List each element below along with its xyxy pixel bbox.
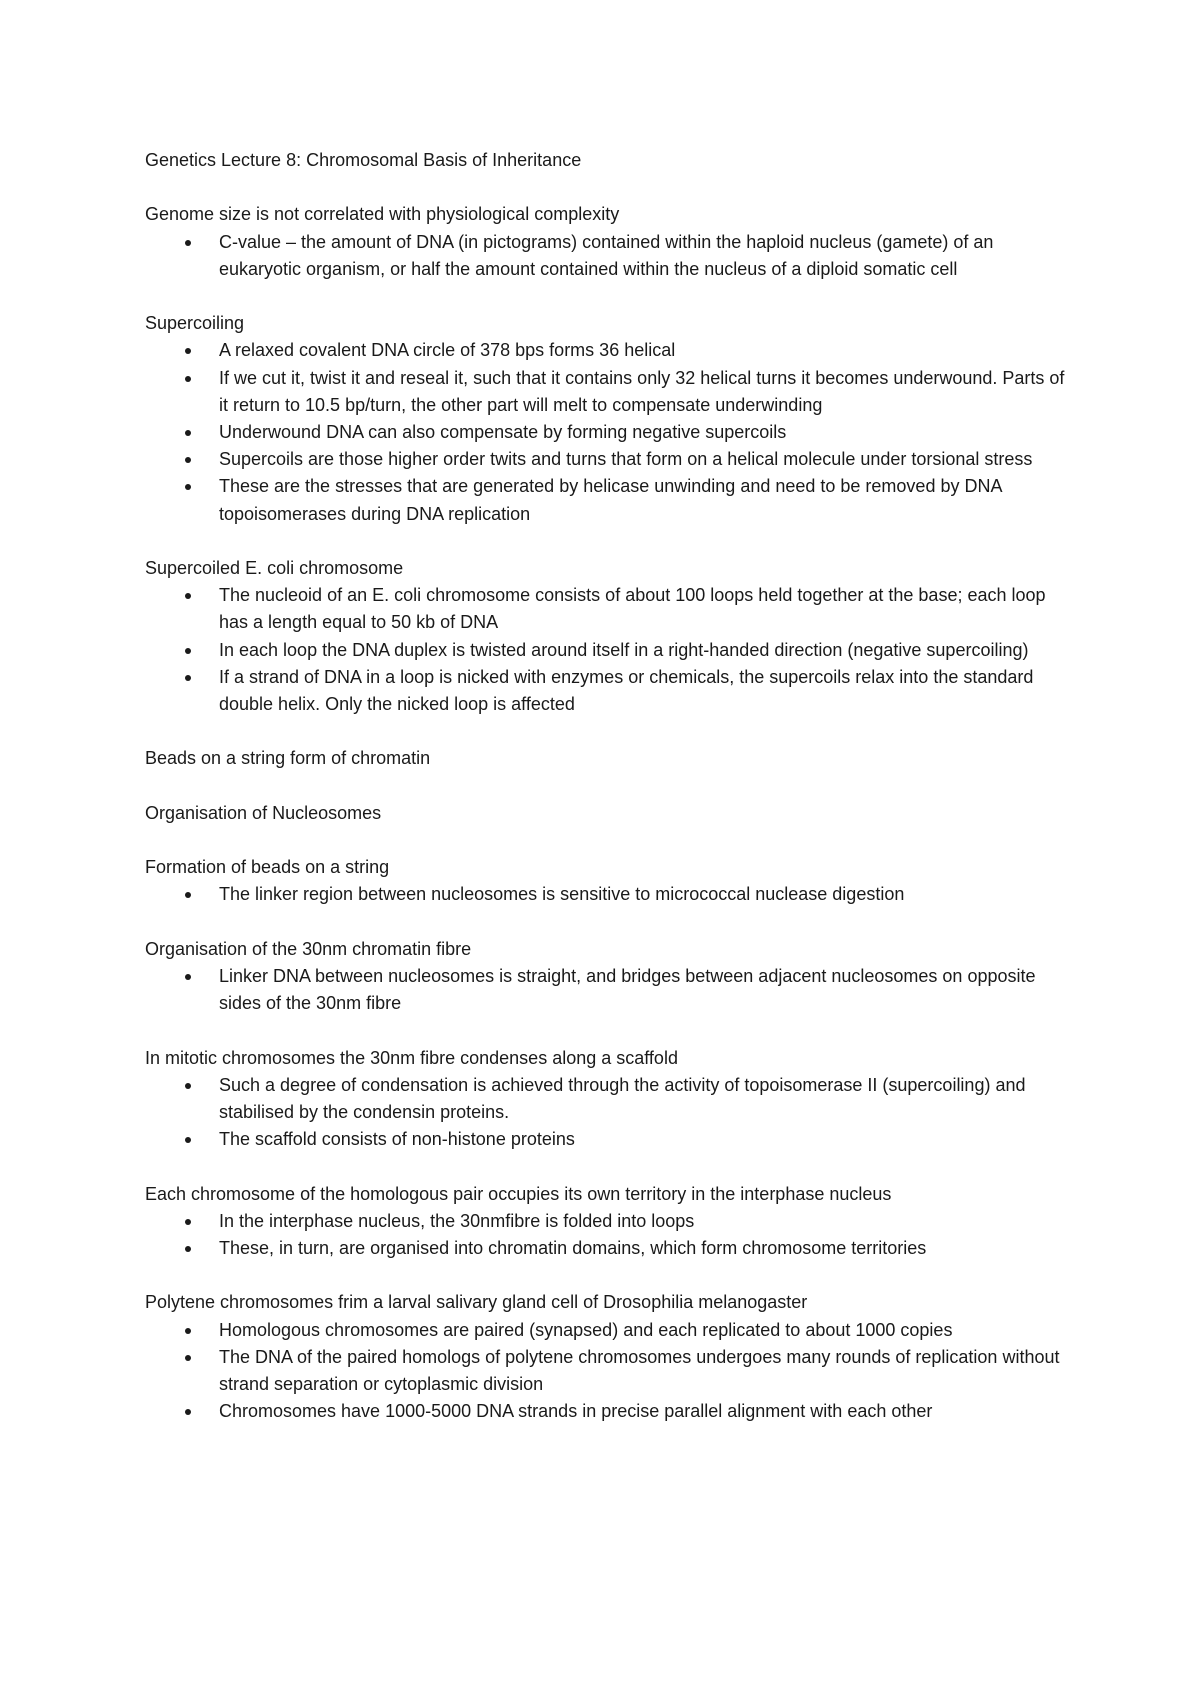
section bbox=[145, 1045, 1065, 1154]
bullet-icon bbox=[185, 348, 191, 354]
bullet-list bbox=[145, 1317, 1065, 1426]
bullet-item bbox=[145, 1235, 1065, 1262]
bullet-icon bbox=[185, 1409, 191, 1415]
bullet-text: If we cut it, twist it and reseal it, such that it contains only 32 helical turns it becomes underwound. Parts of it return to 10.5 bp/turn, the other part will melt to compensate underwinding bbox=[219, 367, 1065, 415]
bullet-item bbox=[145, 337, 1065, 364]
bullet-icon bbox=[185, 484, 191, 490]
bullet-text: These are the stresses that are generated by helicase unwinding and need to be removed by DNA topoisomerases during DNA replication bbox=[219, 476, 1002, 524]
section-heading: In mitotic chromosomes the 30nm fibre condenses along a scaffold bbox=[145, 1047, 678, 1068]
section-heading: Supercoiled E. coli chromosome bbox=[145, 558, 404, 578]
bullet-item bbox=[145, 1344, 1065, 1398]
section-heading: Organisation of Nucleosomes bbox=[145, 802, 382, 823]
section-heading: Formation of beads on a string bbox=[145, 857, 390, 878]
bullet-text: The DNA of the paired homologs of polytene chromosomes undergoes many rounds of replication without strand separation or cytoplasmic division bbox=[219, 1346, 1060, 1394]
bullet-icon bbox=[185, 457, 191, 463]
bullet-text: If a strand of DNA in a loop is nicked with enzymes or chemicals, the supercoils relax into the standard double helix. Only the nicked loop is affected bbox=[219, 666, 1034, 715]
document-body bbox=[145, 147, 1065, 1425]
section bbox=[145, 800, 1065, 827]
bullet-text: The scaffold consists of non-histone proteins bbox=[219, 1129, 575, 1150]
bullet-list bbox=[145, 1072, 1065, 1154]
section bbox=[145, 1289, 1065, 1425]
bullet-text: Supercoils are those higher order twits and turns that form on a helical molecule under torsional stress bbox=[219, 449, 1033, 470]
section bbox=[145, 310, 1065, 528]
bullet-text: In the interphase nucleus, the 30nmfibre is folded into loops bbox=[219, 1210, 695, 1231]
bullet-list bbox=[145, 337, 1065, 527]
section-heading: Beads on a string form of chromatin bbox=[145, 748, 431, 769]
bullet-text: These, in turn, are organised into chromatin domains, which form chromosome territories bbox=[219, 1237, 927, 1258]
sections-container bbox=[145, 201, 1065, 1425]
bullet-icon bbox=[185, 240, 191, 246]
bullet-icon bbox=[185, 1083, 191, 1089]
section bbox=[145, 854, 1065, 908]
bullet-text: In each loop the DNA duplex is twisted around itself in a right-handed direction (negative supercoiling) bbox=[219, 639, 1029, 660]
bullet-item bbox=[145, 963, 1065, 1017]
bullet-text: C-value – the amount of DNA (in pictograms) contained within the haploid nucleus (gamete) of an eukaryotic organism, or half the amount contained within the nucleus of a diploid somatic cell bbox=[219, 231, 994, 279]
bullet-list bbox=[145, 582, 1065, 718]
bullet-icon bbox=[185, 892, 191, 898]
section bbox=[145, 936, 1065, 1018]
bullet-text: The linker region between nucleosomes is sensitive to micrococcal nuclease digestion bbox=[219, 884, 905, 905]
bullet-list bbox=[145, 1208, 1065, 1262]
section bbox=[145, 745, 1065, 772]
bullet-item bbox=[145, 473, 1065, 527]
bullet-icon bbox=[185, 675, 191, 681]
bullet-icon bbox=[185, 1355, 191, 1361]
bullet-item bbox=[145, 1317, 1065, 1344]
bullet-icon bbox=[185, 376, 191, 382]
bullet-item bbox=[145, 1398, 1065, 1425]
section-heading: Organisation of the 30nm chromatin fibre bbox=[145, 938, 472, 959]
section bbox=[145, 1181, 1065, 1263]
section-heading: Genome size is not correlated with physiological complexity bbox=[145, 204, 620, 225]
bullet-text: The nucleoid of an E. coli chromosome consists of about 100 loops held together at the base; each loop has a length equal to 50 kb of DNA bbox=[219, 585, 1046, 633]
bullet-item bbox=[145, 446, 1065, 473]
bullet-item bbox=[145, 582, 1065, 636]
bullet-item bbox=[145, 365, 1065, 419]
section-heading: Supercoiling bbox=[145, 313, 245, 334]
bullet-item bbox=[145, 1072, 1065, 1126]
bullet-item bbox=[145, 881, 1065, 908]
bullet-item bbox=[145, 419, 1065, 446]
document-title: Genetics Lecture 8: Chromosomal Basis of Inheritance bbox=[145, 150, 582, 170]
section-heading: Polytene chromosomes frim a larval salivary gland cell of Drosophilia melanogaster bbox=[145, 1292, 808, 1313]
section bbox=[145, 201, 1065, 283]
bullet-item bbox=[145, 229, 1065, 283]
section bbox=[145, 555, 1065, 718]
bullet-list bbox=[145, 963, 1065, 1017]
bullet-icon bbox=[185, 1137, 191, 1143]
section-heading: Each chromosome of the homologous pair occupies its own territory in the interphase nucleus bbox=[145, 1183, 892, 1204]
bullet-item bbox=[145, 637, 1065, 664]
bullet-text: Linker DNA between nucleosomes is straight, and bridges between adjacent nucleosomes on opposite sides of the 30nm fibre bbox=[219, 965, 1036, 1014]
bullet-list bbox=[145, 881, 1065, 908]
bullet-text: Homologous chromosomes are paired (synapsed) and each replicated to about 1000 copies bbox=[219, 1319, 953, 1340]
bullet-list bbox=[145, 229, 1065, 283]
bullet-icon bbox=[185, 593, 191, 599]
bullet-text: Underwound DNA can also compensate by forming negative supercoils bbox=[219, 422, 787, 442]
bullet-icon bbox=[185, 1246, 191, 1252]
bullet-icon bbox=[185, 1219, 191, 1225]
bullet-icon bbox=[185, 648, 191, 654]
bullet-icon bbox=[185, 430, 191, 436]
bullet-icon bbox=[185, 974, 191, 980]
bullet-item bbox=[145, 1208, 1065, 1235]
bullet-icon bbox=[185, 1328, 191, 1334]
bullet-item bbox=[145, 1126, 1065, 1153]
bullet-text: Such a degree of condensation is achieved through the activity of topoisomerase II (supercoiling) and stabilised by the condensin proteins. bbox=[219, 1074, 1026, 1122]
bullet-text: A relaxed covalent DNA circle of 378 bps forms 36 helical bbox=[219, 340, 676, 361]
bullet-text: Chromosomes have 1000-5000 DNA strands in precise parallel alignment with each other bbox=[219, 1401, 933, 1422]
bullet-item bbox=[145, 664, 1065, 718]
